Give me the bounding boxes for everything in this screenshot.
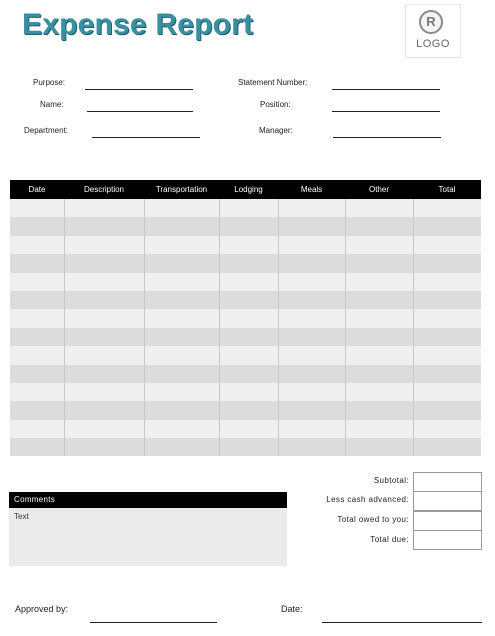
table-cell[interactable] <box>413 254 481 272</box>
subtotal-label: Subtotal: <box>373 476 409 485</box>
table-cell[interactable] <box>413 199 481 217</box>
table-row <box>10 236 481 254</box>
table-cell[interactable] <box>278 346 345 364</box>
table-cell[interactable] <box>345 346 413 364</box>
table-row <box>10 217 481 235</box>
table-cell[interactable] <box>219 199 278 217</box>
table-cell[interactable] <box>413 365 481 383</box>
table-cell[interactable] <box>64 383 144 401</box>
table-cell[interactable] <box>64 291 144 309</box>
table-cell[interactable] <box>219 420 278 438</box>
table-row <box>10 328 481 346</box>
table-cell[interactable] <box>219 254 278 272</box>
table-cell[interactable] <box>64 401 144 419</box>
table-cell[interactable] <box>278 236 345 254</box>
table-header-row <box>10 180 481 199</box>
table-cell[interactable] <box>345 199 413 217</box>
logo-text: LOGO <box>416 38 450 50</box>
table-cell[interactable] <box>219 217 278 235</box>
table-cell[interactable] <box>64 328 144 346</box>
purpose-label: Purpose: <box>33 78 66 87</box>
table-cell[interactable] <box>413 217 481 235</box>
table-row <box>10 383 481 401</box>
table-cell[interactable] <box>64 217 144 235</box>
table-cell[interactable] <box>144 217 219 235</box>
table-cell[interactable] <box>345 217 413 235</box>
column-header-other: Other <box>345 180 413 199</box>
table-row <box>10 254 481 272</box>
table-cell[interactable] <box>219 236 278 254</box>
table-cell[interactable] <box>10 254 64 272</box>
table-cell[interactable] <box>10 346 64 364</box>
logo <box>405 4 461 58</box>
table-cell[interactable] <box>278 309 345 327</box>
table-row <box>10 199 481 217</box>
table-cell[interactable] <box>10 365 64 383</box>
table-cell[interactable] <box>345 273 413 291</box>
total-owed-field[interactable] <box>413 511 482 531</box>
approved-by-field[interactable] <box>90 622 217 623</box>
table-cell[interactable] <box>413 438 481 456</box>
table-cell[interactable] <box>144 254 219 272</box>
table-cell[interactable] <box>144 438 219 456</box>
table-cell[interactable] <box>278 328 345 346</box>
table-cell[interactable] <box>413 328 481 346</box>
position-field[interactable] <box>332 111 440 112</box>
table-cell[interactable] <box>10 199 64 217</box>
column-header-date: Date <box>10 180 64 199</box>
statement-number-label: Statement Number: <box>238 78 308 87</box>
table-row <box>10 420 481 438</box>
date-label: Date: <box>281 604 303 614</box>
table-cell[interactable] <box>144 420 219 438</box>
table-cell[interactable] <box>10 236 64 254</box>
table-cell[interactable] <box>345 236 413 254</box>
document-title: Expense Report <box>22 8 254 41</box>
manager-field[interactable] <box>333 137 441 138</box>
purpose-field[interactable] <box>85 89 193 90</box>
table-cell[interactable] <box>219 438 278 456</box>
table-cell[interactable] <box>64 254 144 272</box>
column-header-total: Total <box>413 180 481 199</box>
table-cell[interactable] <box>64 365 144 383</box>
total-due-label: Total due: <box>370 535 409 544</box>
table-cell[interactable] <box>144 273 219 291</box>
table-cell[interactable] <box>278 365 345 383</box>
table-cell[interactable] <box>10 309 64 327</box>
table-cell[interactable] <box>278 273 345 291</box>
table-cell[interactable] <box>64 309 144 327</box>
table-cell[interactable] <box>64 346 144 364</box>
name-label: Name: <box>40 100 64 109</box>
table-cell[interactable] <box>345 328 413 346</box>
table-cell[interactable] <box>219 328 278 346</box>
table-cell[interactable] <box>219 401 278 419</box>
table-cell[interactable] <box>278 438 345 456</box>
table-cell[interactable] <box>278 383 345 401</box>
table-cell[interactable] <box>345 401 413 419</box>
table-cell[interactable] <box>64 438 144 456</box>
table-cell[interactable] <box>278 291 345 309</box>
table-cell[interactable] <box>10 273 64 291</box>
column-header-description: Description <box>64 180 144 199</box>
table-cell[interactable] <box>345 254 413 272</box>
table-cell[interactable] <box>219 309 278 327</box>
table-row <box>10 346 481 364</box>
table-cell[interactable] <box>10 291 64 309</box>
table-cell[interactable] <box>278 401 345 419</box>
comments-text: Text <box>14 512 29 521</box>
table-cell[interactable] <box>345 438 413 456</box>
table-cell[interactable] <box>278 254 345 272</box>
table-cell[interactable] <box>144 236 219 254</box>
table-cell[interactable] <box>278 199 345 217</box>
subtotal-field[interactable] <box>413 472 482 492</box>
less-cash-advanced-label: Less cash advanced: <box>326 495 409 504</box>
less-cash-advanced-field[interactable] <box>413 491 482 511</box>
table-cell[interactable] <box>10 438 64 456</box>
table-row <box>10 365 481 383</box>
date-field[interactable] <box>322 622 482 623</box>
table-row <box>10 273 481 291</box>
table-cell[interactable] <box>345 365 413 383</box>
table-cell[interactable] <box>219 365 278 383</box>
column-header-transportation: Transportation <box>144 180 219 199</box>
table-cell[interactable] <box>345 309 413 327</box>
statement-number-field[interactable] <box>332 89 440 90</box>
table-cell[interactable] <box>10 383 64 401</box>
comments-field[interactable] <box>9 508 287 566</box>
table-cell[interactable] <box>10 420 64 438</box>
table-cell[interactable] <box>144 346 219 364</box>
table-cell[interactable] <box>413 401 481 419</box>
table-cell[interactable] <box>345 291 413 309</box>
table-cell[interactable] <box>219 273 278 291</box>
table-cell[interactable] <box>64 420 144 438</box>
expense-table <box>10 180 481 456</box>
table-cell[interactable] <box>413 309 481 327</box>
table-row <box>10 309 481 327</box>
table-cell[interactable] <box>64 199 144 217</box>
table-cell[interactable] <box>64 236 144 254</box>
table-cell[interactable] <box>64 273 144 291</box>
table-cell[interactable] <box>144 309 219 327</box>
table-cell[interactable] <box>144 383 219 401</box>
total-owed-label: Total owed to you: <box>337 515 409 524</box>
table-row <box>10 291 481 309</box>
table-cell[interactable] <box>413 291 481 309</box>
table-cell[interactable] <box>413 420 481 438</box>
table-cell[interactable] <box>413 236 481 254</box>
table-cell[interactable] <box>413 346 481 364</box>
table-cell[interactable] <box>10 401 64 419</box>
table-cell[interactable] <box>10 328 64 346</box>
table-cell[interactable] <box>144 401 219 419</box>
registered-mark-icon: R <box>419 10 443 34</box>
table-cell[interactable] <box>219 346 278 364</box>
table-cell[interactable] <box>144 291 219 309</box>
table-cell[interactable] <box>144 365 219 383</box>
table-cell[interactable] <box>144 328 219 346</box>
table-cell[interactable] <box>278 217 345 235</box>
manager-label: Manager: <box>259 126 293 135</box>
department-field[interactable] <box>92 137 200 138</box>
table-cell[interactable] <box>345 420 413 438</box>
table-cell[interactable] <box>10 217 64 235</box>
table-cell[interactable] <box>219 383 278 401</box>
table-cell[interactable] <box>144 199 219 217</box>
table-cell[interactable] <box>413 273 481 291</box>
column-header-meals: Meals <box>278 180 345 199</box>
total-due-field[interactable] <box>413 530 482 550</box>
table-cell[interactable] <box>413 383 481 401</box>
column-header-lodging: Lodging <box>219 180 278 199</box>
table-row <box>10 401 481 419</box>
position-label: Position: <box>260 100 291 109</box>
table-cell[interactable] <box>345 383 413 401</box>
table-cell[interactable] <box>278 420 345 438</box>
table-row <box>10 438 481 456</box>
comments-heading: Comments <box>9 492 287 508</box>
name-field[interactable] <box>87 111 193 112</box>
department-label: Department: <box>24 126 69 135</box>
table-cell[interactable] <box>219 291 278 309</box>
approved-by-label: Approved by: <box>15 604 69 614</box>
